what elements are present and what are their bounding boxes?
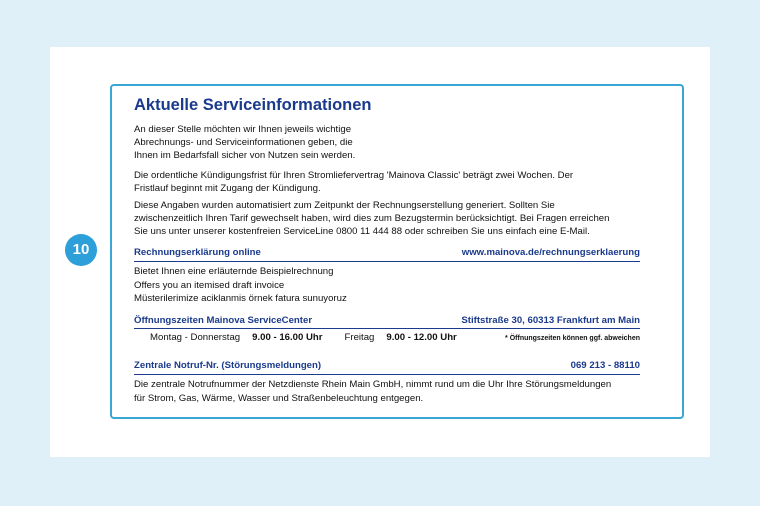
invoice-section-list [134,265,640,306]
paragraph-line: Sie uns unter unserer kostenfreien ServiceLine 0800 11 444 88 oder schreiben Sie uns einfach eine E-Mail. [134,225,590,237]
friday-hours: 9.00 - 12.00 Uhr [386,332,457,344]
intro-line: An dieser Stelle möchten wir Ihnen jeweils wichtige [134,124,352,135]
automation-paragraph [134,200,640,238]
emergency-section-header [134,360,640,375]
cancellation-paragraph [134,170,640,196]
emergency-phone-number[interactable]: 069 213 - 88110 [570,360,640,372]
hours-section-header [134,315,640,330]
intro-line: Ihnen im Bedarfsfall sicher von Nutzen sein werden. [134,149,356,161]
opening-hours-row [134,332,640,346]
paragraph-line: Die ordentliche Kündigungsfrist für Ihren Stromliefervertrag 'Mainova Classic' beträgt zwei Wochen. Der [134,170,574,182]
list-item: Offers you an itemised draft invoice [134,279,285,291]
paragraph-line: Fristlauf beginnt mit Zugang der Kündigung. [134,183,321,195]
step-number-badge: 10 [65,234,97,266]
section-spacer [134,306,640,315]
intro-paragraph [134,124,640,162]
invoice-explanation-link[interactable]: www.mainova.de/rechnungserklaerung [461,247,640,259]
hours-note: * Öffnungszeiten können ggf. abweichen [505,335,640,343]
emergency-section-text [134,378,640,405]
paragraph-line: zwischenzeitlich Ihren Tarif gewechselt haben, wird dies zum Bezugstermin berücksichtigt. Bei Fragen erreichen [134,212,610,224]
service-center-address: Stiftstraße 30, 60313 Frankfurt am Main [461,314,640,326]
page-title: Aktuelle Serviceinformationen [134,96,372,114]
list-item: Bietet Ihnen eine erläuternde Beispielrechnung [134,266,334,278]
invoice-section-title: Rechnungserklärung online [134,247,261,259]
hours-section-title: Öffnungszeiten Mainova ServiceCenter [134,314,313,326]
info-box-content [134,92,640,405]
emergency-section-title: Zentrale Notruf-Nr. (Störungsmeldungen) [134,360,322,372]
friday-label: Freitag [344,332,375,344]
intro-line: Abrechnungs- und Serviceinformationen geben, die [134,136,353,148]
weekday-label: Montag - Donnerstag [150,332,241,344]
paragraph-line: Diese Angaben wurden automatisiert zum Zeitpunkt der Rechnungserstellung generiert. Sollten Sie [134,199,555,211]
invoice-section-header [134,247,640,262]
list-item: Müsterilerimize aciklanmis örnek fatura sunuyoruz [134,293,347,305]
paragraph-line: für Strom, Gas, Wärme, Wasser und Straßenbeleuchtung entgegen. [134,392,424,404]
paragraph-line: Die zentrale Notrufnummer der Netzdienste Rhein Main GmbH, nimmt rund um die Uhr Ihre Störungsmeldungen [134,379,612,391]
weekday-hours: 9.00 - 16.00 Uhr [252,332,323,344]
